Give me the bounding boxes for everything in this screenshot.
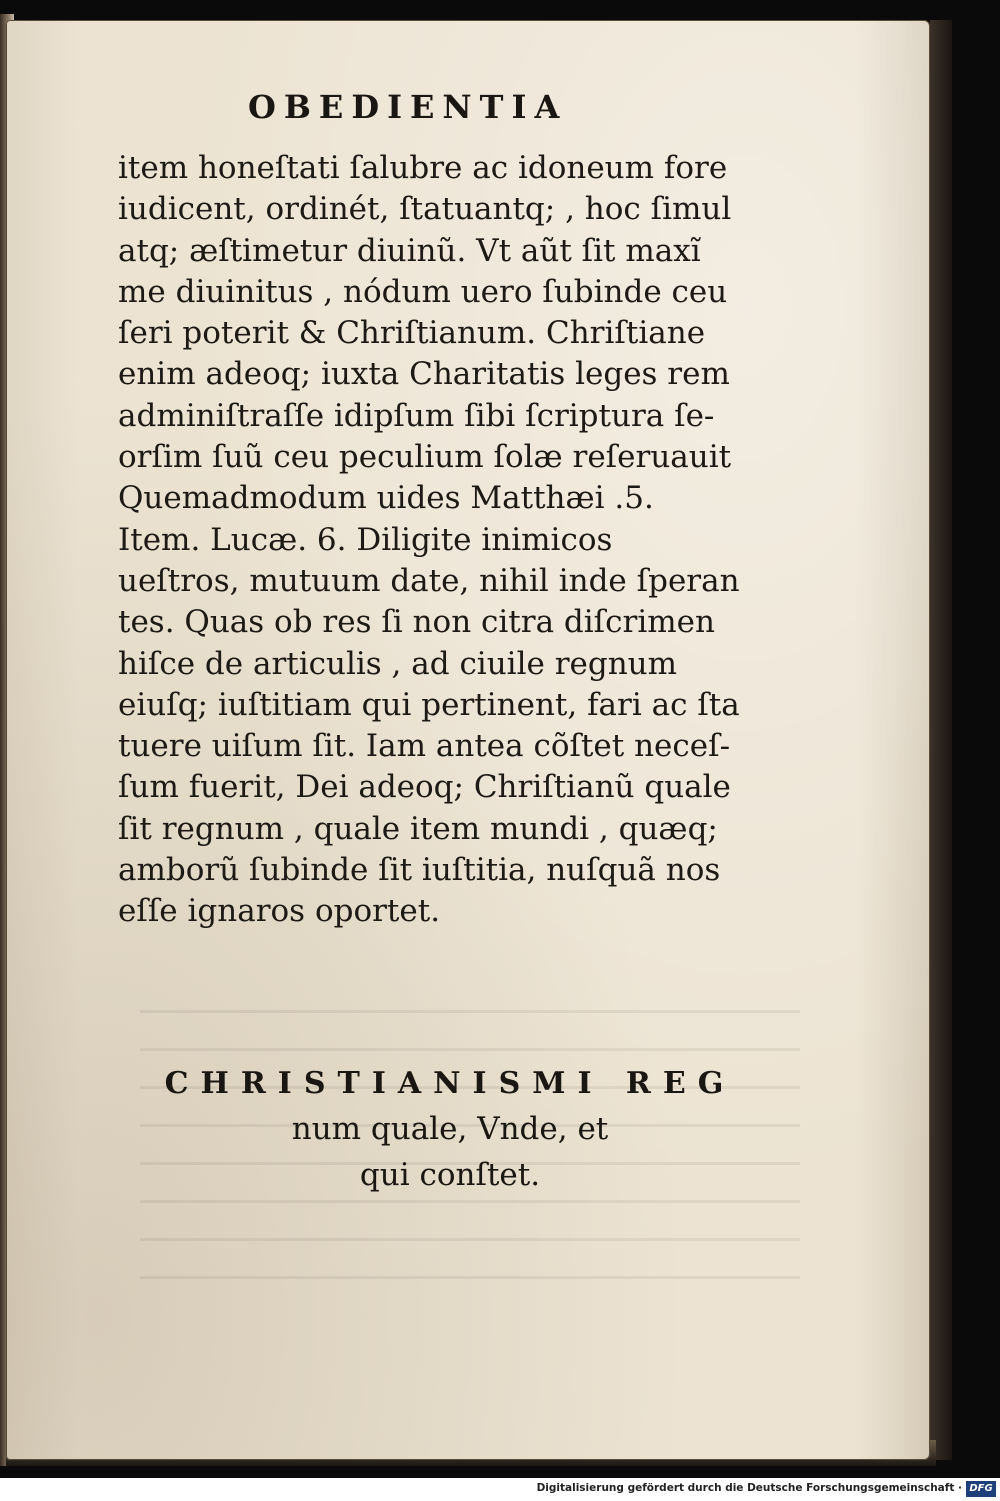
text-line: me diuinitus , nódum uero ſubinde ceu [118,273,728,310]
text-line: eiuſq; iuſtitiam qui pertinent, fari ac ſta [118,686,740,723]
text-line: ſum fuerit, Dei adeoq; Chriſtianũ quale [118,769,731,806]
section-heading-line-2: num quale, Vnde, et [291,1111,609,1147]
text-line: orſim ſuũ ceu peculium ſolæ reſeruauit [118,439,732,476]
text-line: adminiſtraſſe idipſum ſibi ſcriptura ſe- [118,397,715,434]
running-head: OBEDIENTIA [248,88,568,126]
text-line: ueſtros, mutuum date, nihil inde ſperan [118,562,740,599]
text-line: ſit regnum , quale item mundi , quæq; [118,810,718,847]
section-heading-line-3: qui conſtet. [359,1157,541,1193]
text-line: atq; æſtimetur diuinũ. Vt aũt ſit maxĩ [118,232,701,269]
text-line: Item. Lucæ. 6. Diligite inimicos [118,521,613,558]
footer-bar [0,1478,1000,1501]
text-line: eſſe ignaros oportet. [118,893,441,930]
text-line: tuere uiſum ſit. Iam antea cõſtet neceſ- [118,728,731,765]
dfg-logo-icon: DFG [966,1481,996,1497]
section-heading-line-1: CHRISTIANISMI REG [164,1066,736,1101]
text-line: enim adeoq; iuxta Charitatis leges rem [118,356,730,393]
funding-credit: Digitalisierung gefördert durch die Deutsche Forschungsgemeinschaft · [536,1482,962,1494]
text-line: Quemadmodum uides Matthæi .5. [118,480,654,517]
body-text [118,148,778,933]
text-line: amborũ ſubinde ſit iuſtitia, nuſquã nos [118,852,721,889]
section-heading [140,1062,760,1198]
text-line: iudicent, ordinét, ſtatuantq; , hoc ſimul [118,191,732,228]
text-line: tes. Quas ob res ſi non citra diſcrimen [118,604,715,641]
text-line: item honeſtati ſalubre ac idoneum fore [118,150,728,186]
text-line: hiſce de articulis , ad ciuile regnum [118,645,678,682]
text-line: ſeri poterit & Chriſtianum. Chriſtiane [118,315,706,352]
page-right-edge [930,20,952,1460]
